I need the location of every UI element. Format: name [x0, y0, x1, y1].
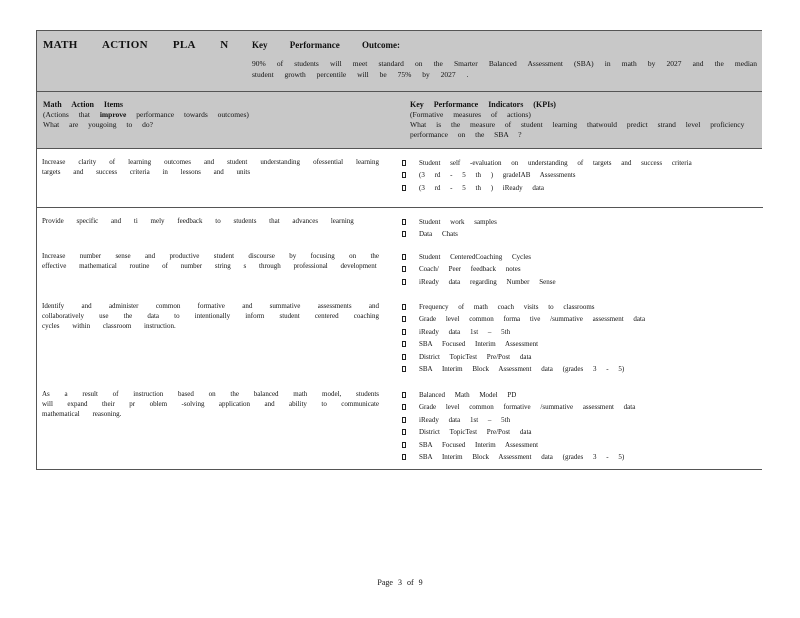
kpi-item [402, 326, 762, 338]
kpi-text: Coach/ Peer feedback notes [419, 265, 521, 274]
checkbox-icon [402, 231, 406, 237]
kpi-text: Grade level common forma tive /summative assessment data [419, 315, 646, 324]
kpi-item [402, 182, 762, 194]
kpi-text: SBA Focused Interim Assessment [419, 440, 539, 449]
kpi-list [385, 301, 762, 387]
kpi-item [402, 451, 762, 463]
plan-row [37, 387, 763, 469]
kpi-question: What is the measure of student learning thatwould predict strand level proficiency performance on the SBA ? [410, 120, 745, 139]
kpi-item [402, 389, 762, 401]
action-item: Identify and administer common formative and summative assessments and collaboratively use the data to intentionally inform student centered coaching cycles within classroom instruction. [42, 302, 379, 330]
kpi-item [402, 157, 762, 169]
kpi-text: SBA Focused Interim Assessment [419, 340, 539, 349]
action-items-sub-post: performance towards outcomes) [136, 110, 249, 119]
kpi-item [402, 251, 762, 263]
kpi-text: Student work samples [419, 218, 497, 226]
kpi-item [402, 351, 762, 363]
checkbox-icon [402, 316, 406, 322]
kpi-text: Frequency of math coach visits to classrooms [419, 303, 595, 311]
checkbox-icon [402, 392, 406, 398]
kpi-item [402, 228, 762, 240]
kpi-item [402, 401, 762, 413]
checkbox-icon [402, 185, 406, 191]
checkbox-icon [402, 442, 406, 448]
action-items-question: What are yougoing to do? [43, 120, 153, 129]
action-items-sub-bold: improve [99, 110, 127, 119]
kpi-text: District TopicTest Pre/Post data [419, 352, 532, 361]
header-banner [37, 31, 763, 92]
kpi-text: iReady data 1st – 5th [419, 327, 511, 336]
kpi-item [402, 276, 762, 288]
action-items-subtitle [43, 110, 373, 120]
kpi-item [402, 363, 762, 375]
action-plan-page [36, 30, 762, 470]
kpi-text: (3 rd - 5 th ) gradeIAB Assessments [419, 171, 576, 180]
action-item: Increase number sense and productive student discourse by focusing on the effective mathematical routine of number string s through professional development [42, 252, 379, 270]
kpi-subtitle: (Formative measures of actions) [410, 110, 531, 119]
kpi-text: (3 rd - 5 th ) iReady data [419, 183, 545, 192]
action-item: Provide specific and ti mely feedback to students that advances learning [42, 217, 354, 225]
checkbox-icon [402, 404, 406, 410]
kpi-item [402, 313, 762, 325]
checkbox-icon [402, 417, 406, 423]
action-items-title: Math Action Items [43, 100, 123, 109]
kpi-text: Grade level common formative /summative assessment data [419, 403, 636, 412]
checkbox-icon [402, 160, 406, 166]
kpi-list [385, 389, 762, 469]
page-number: Page 3 of 9 [377, 578, 423, 587]
kpi-text: District TopicTest Pre/Post data [419, 428, 532, 437]
kpi-item [402, 414, 762, 426]
checkbox-icon [402, 366, 406, 372]
kpi-list [385, 216, 762, 249]
kpi-text: SBA Interim Block Assessment data (grades 3 - 5) [419, 453, 625, 462]
kpi-item [402, 439, 762, 451]
kpi-title: Key Performance Indicators (KPIs) [410, 100, 556, 109]
kpi-list [385, 251, 762, 299]
checkbox-icon [402, 341, 406, 347]
kpi-text: Student CenteredCoaching Cycles [419, 253, 532, 261]
checkbox-icon [402, 219, 406, 225]
plan-row [37, 149, 763, 208]
checkbox-icon [402, 279, 406, 285]
action-item: As a result of instruction based on the balanced math model, students will expand their pr oblem -solving application and ability to communicate mathematical reasoning. [42, 390, 379, 418]
checkbox-icon [402, 266, 406, 272]
action-items-header [43, 100, 373, 130]
kpo-text: 90% of students will meet standard on the Smarter Balanced Assessment (SBA) in math by 2027 and the median student growth percentile will be 75% by 2027 . [252, 59, 757, 79]
checkbox-icon [402, 454, 406, 460]
plan-row [37, 208, 763, 249]
action-plan-table [36, 30, 762, 149]
checkbox-icon [402, 354, 406, 360]
plan-title: MATH ACTION PLA N [43, 39, 229, 51]
column-header-row [37, 92, 763, 149]
kpi-item [402, 216, 762, 228]
checkbox-icon [402, 429, 406, 435]
kpi-header [410, 100, 750, 140]
kpi-text: Balanced Math Model PD [419, 391, 517, 399]
checkbox-icon [402, 254, 406, 260]
kpi-text: iReady data 1st – 5th [419, 415, 511, 424]
checkbox-icon [402, 304, 406, 310]
kpi-text: SBA Interim Block Assessment data (grades 3 - 5) [419, 365, 625, 374]
kpi-text: iReady data regarding Number Sense [419, 277, 556, 286]
kpi-text: Student self -evaluation on understanding of targets and success criteria [419, 159, 692, 167]
kpo-label: Key Performance Outcome: [252, 40, 400, 50]
kpi-item [402, 263, 762, 275]
kpi-item [402, 338, 762, 350]
kpi-item [402, 301, 762, 313]
checkbox-icon [402, 172, 406, 178]
plan-row [37, 249, 763, 299]
kpi-text: Data Chats [419, 230, 458, 239]
plan-row [37, 299, 763, 387]
plan-body [36, 149, 762, 470]
action-item: Increase clarity of learning outcomes and student understanding ofessential learning targets and success criteria in lessons and units [42, 158, 379, 176]
kpi-item [402, 169, 762, 181]
action-items-sub-pre: (Actions that [43, 110, 90, 119]
checkbox-icon [402, 329, 406, 335]
kpi-item [402, 426, 762, 438]
kpi-list [385, 157, 762, 207]
